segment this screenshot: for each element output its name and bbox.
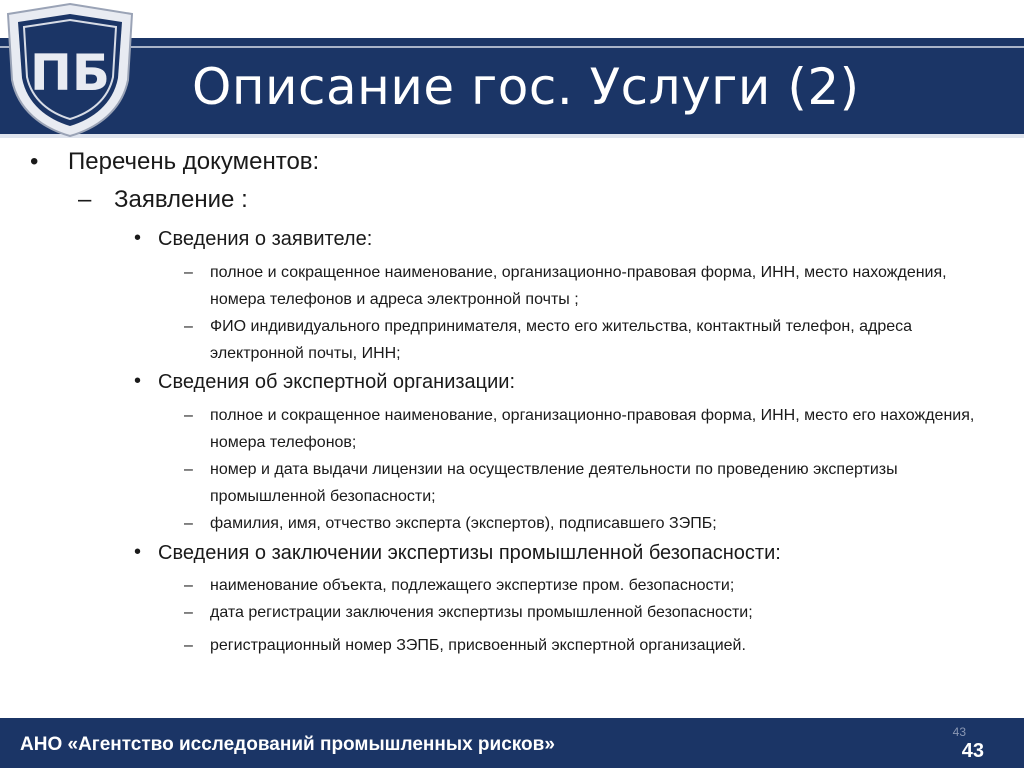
- list-item-text: дата регистрации заключения экспертизы промышленной безопасности;: [210, 604, 753, 621]
- documents-list-heading: Перечень документов:: [68, 148, 320, 175]
- section-heading: Сведения о заявителе:: [158, 228, 373, 250]
- list-item-text: фамилия, имя, отчество эксперта (экспертов), подписавшего ЗЭПБ;: [210, 515, 717, 532]
- dash-marker: –: [184, 515, 193, 532]
- section-heading: Сведения об экспертной организации:: [158, 371, 516, 393]
- page-number: 43: [961, 740, 984, 762]
- dash-marker: –: [184, 264, 193, 281]
- list-item-text: ФИО индивидуального предпринимателя, место его жительства, контактный телефон, адреса электронной почты, ИНН;: [210, 318, 913, 362]
- dash-marker: –: [184, 577, 193, 594]
- dash-marker: –: [184, 604, 193, 621]
- bullet-marker: •: [134, 370, 142, 392]
- footer-bar: [0, 718, 1024, 768]
- dash-marker: –: [184, 407, 193, 424]
- list-item-text: полное и сокращенное наименование, организационно-правовая форма, ИНН, место его нахождения, номера телефонов;: [210, 407, 975, 451]
- footer-organization: АНО «Агентство исследований промышленных рисков»: [20, 734, 555, 755]
- bullet-marker: •: [134, 227, 142, 249]
- section-heading: Сведения о заключении экспертизы промышленной безопасности:: [158, 542, 781, 564]
- dash-marker: –: [184, 637, 193, 654]
- bullet-marker: •: [134, 541, 142, 563]
- dash-marker: –: [184, 318, 193, 335]
- dash-marker: –: [78, 186, 92, 213]
- bullet-marker: •: [30, 148, 39, 175]
- application-heading: Заявление :: [114, 186, 248, 213]
- list-item-text: номер и дата выдачи лицензии на осуществление деятельности по проведению экспертизы промышленной безопасности;: [210, 461, 898, 505]
- list-item-text: наименование объекта, подлежащего экспертизе пром. безопасности;: [210, 577, 735, 594]
- page-number-small: 43: [952, 725, 966, 739]
- list-item-text: полное и сокращенное наименование, организационно-правовая форма, ИНН, место нахождения, номера телефонов и адреса электронной почты ;: [210, 264, 947, 308]
- logo-monogram: ПБ: [30, 44, 110, 102]
- dash-marker: –: [184, 461, 193, 478]
- slide-title: Описание гос. Услуги (2): [192, 58, 860, 116]
- list-item-text: регистрационный номер ЗЭПБ, присвоенный экспертной организацией.: [210, 637, 746, 654]
